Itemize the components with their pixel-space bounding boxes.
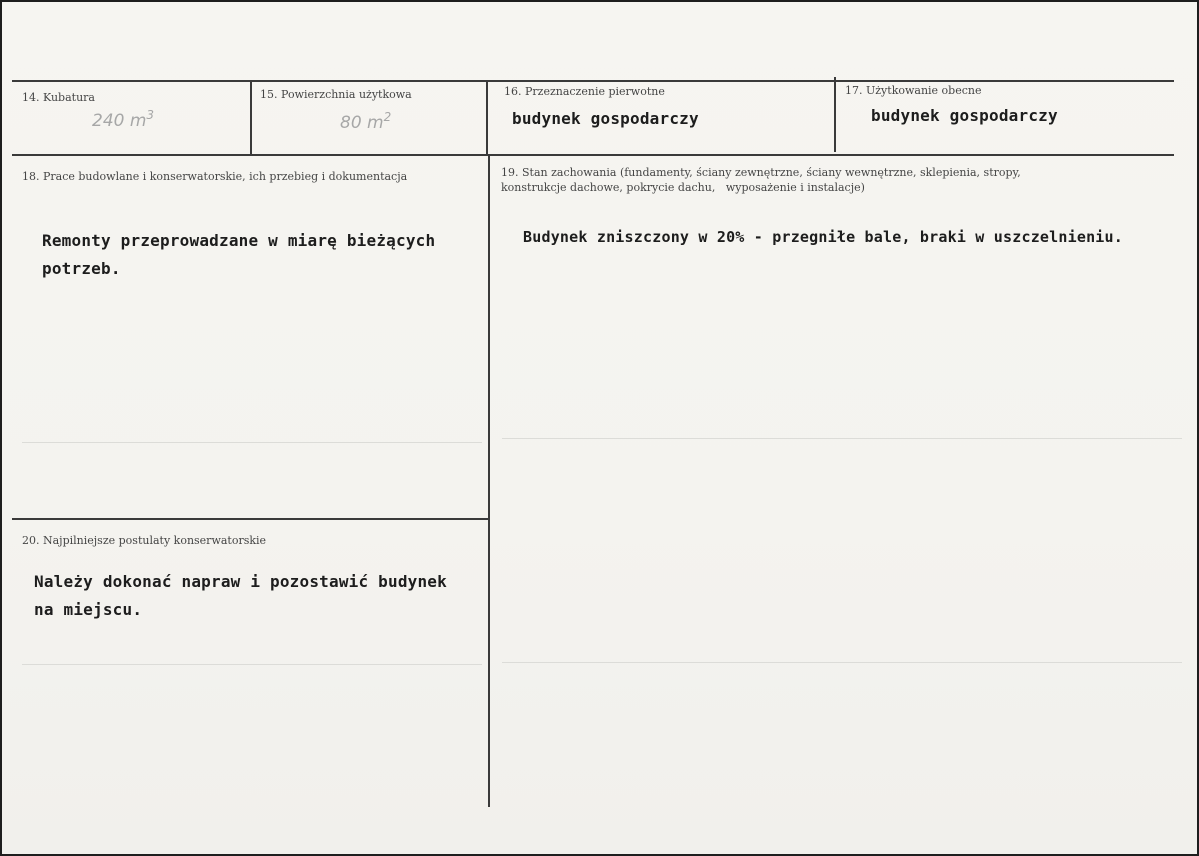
field-15-value-text: 80 m (340, 113, 384, 133)
field-18-value-line: Remonty przeprowadzane w miarę bieżących (42, 231, 436, 250)
field-19-label-line: konstrukcje dachowe, pokrycie dachu, wyposażenie i instalacje) (501, 181, 865, 194)
field-15-unit-exponent: 2 (383, 110, 392, 124)
show-through-line (502, 662, 1182, 663)
field-19-label (501, 165, 1021, 195)
main-column-divider (488, 155, 490, 807)
field-18-label: 18. Prace budowlane i konserwatorskie, ich przebieg i dokumentacja (22, 170, 408, 183)
divider-15-16 (486, 81, 488, 156)
field-18-value-line: potrzeb. (42, 259, 121, 278)
field-20-value-line: Należy dokonać napraw i pozostawić budynek (34, 572, 447, 591)
divider-16-17 (834, 77, 836, 152)
field-15-value (340, 110, 391, 133)
section-18-20-divider (12, 518, 488, 520)
field-20-value-line: na miejscu. (34, 600, 143, 619)
field-17-label: 17. Użytkowanie obecne (845, 84, 982, 97)
field-20-value (34, 568, 447, 624)
field-16-value: budynek gospodarczy (512, 109, 699, 128)
field-16-label: 16. Przeznaczenie pierwotne (504, 85, 665, 98)
field-15-label: 15. Powierzchnia użytkowa (260, 88, 412, 101)
show-through-line (22, 442, 482, 443)
field-14-value-text: 240 m (92, 111, 147, 131)
top-rule (12, 80, 1174, 82)
header-row-bottom-rule (12, 154, 1174, 156)
show-through-line (22, 664, 482, 665)
field-17-value: budynek gospodarczy (871, 106, 1058, 125)
field-20-label: 20. Najpilniejsze postulaty konserwatorskie (22, 534, 267, 547)
field-18-value (42, 227, 435, 283)
field-14-value (92, 108, 154, 131)
field-14-unit-exponent: 3 (146, 108, 155, 122)
field-19-value: Budynek zniszczony w 20% - przegniłe bale, braki w uszczelnieniu. (523, 228, 1123, 246)
field-19-label-line: 19. Stan zachowania (fundamenty, ściany zewnętrzne, ściany wewnętrzne, sklepienia, stropy, (501, 166, 1021, 179)
show-through-line (502, 438, 1182, 439)
field-14-label: 14. Kubatura (22, 91, 95, 104)
divider-14-15 (250, 81, 252, 156)
